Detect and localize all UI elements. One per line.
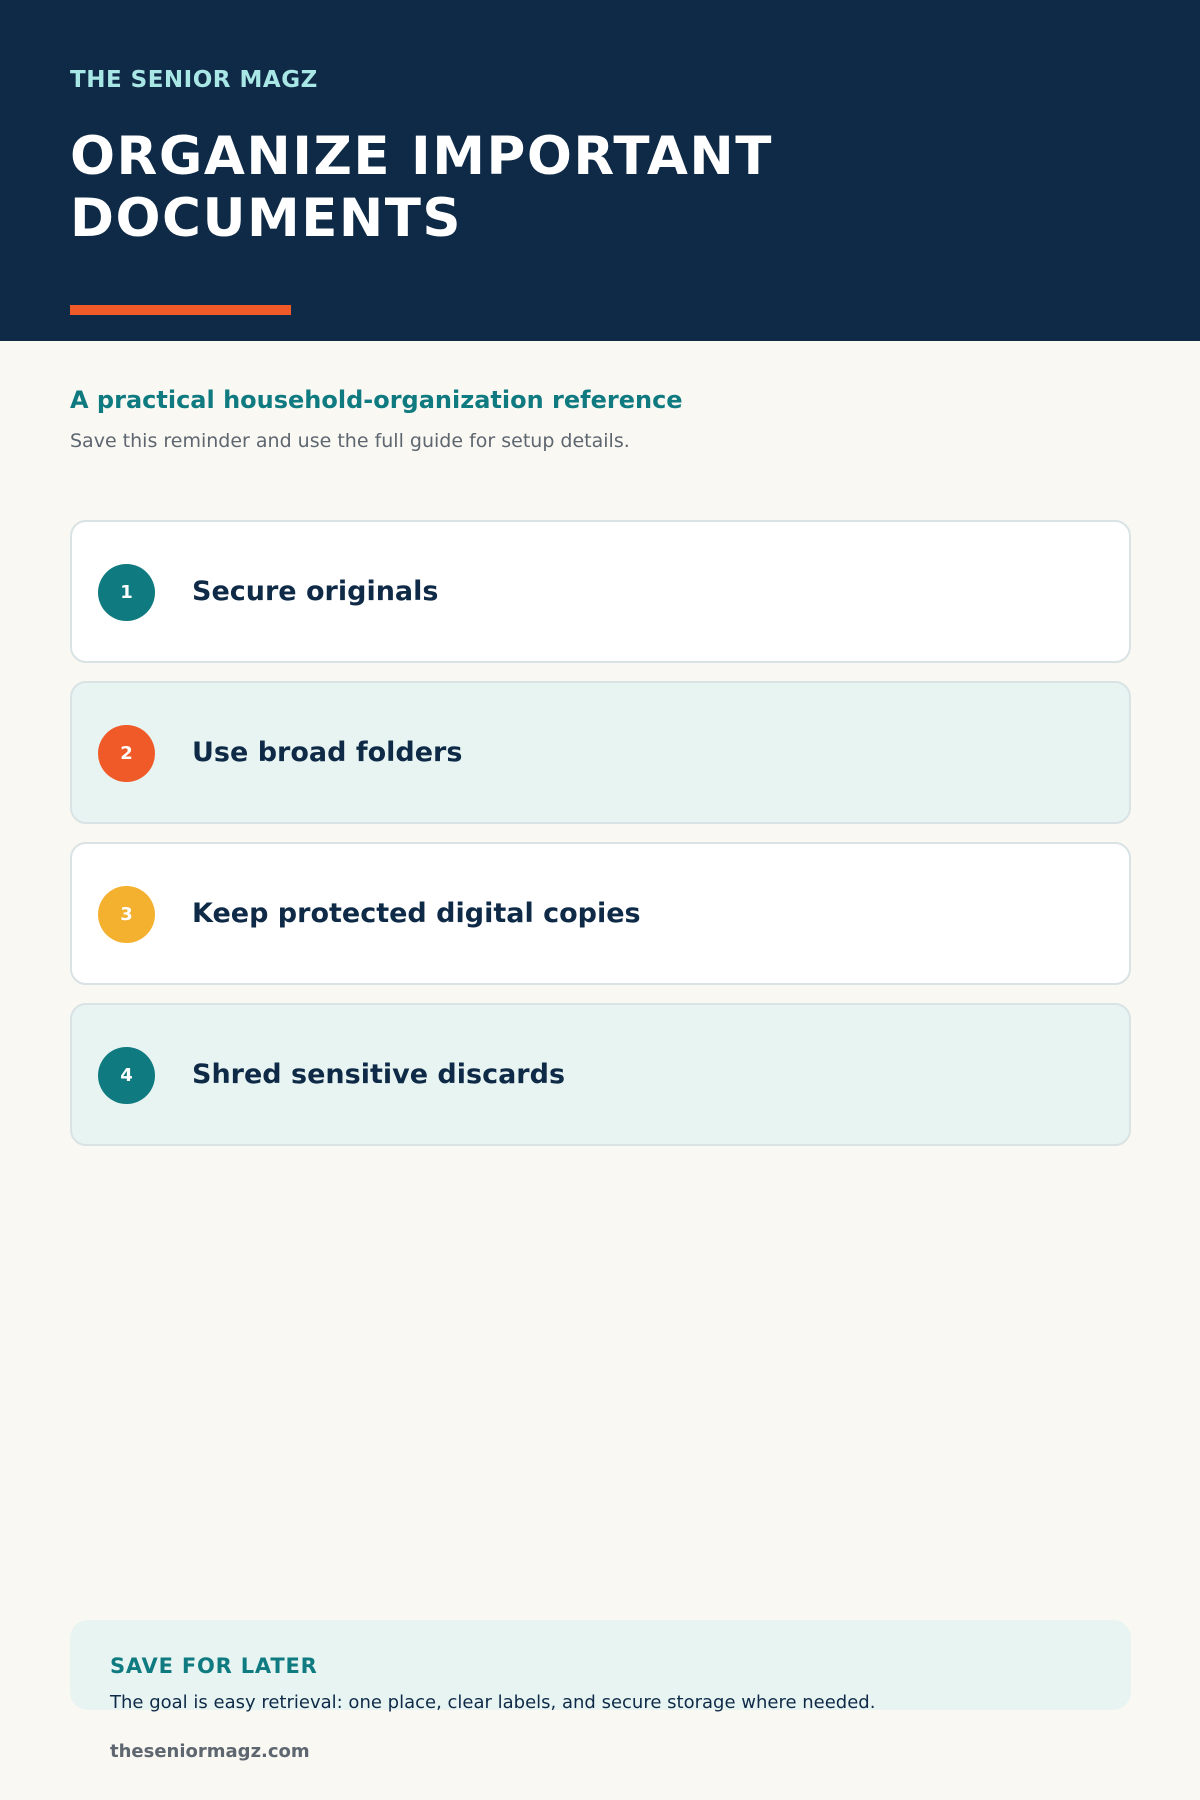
title-accent-bar <box>70 305 291 315</box>
step-number-badge: 2 <box>98 725 155 782</box>
header <box>0 0 1200 341</box>
site-url: theseniormagz.com <box>110 1741 310 1762</box>
save-text: The goal is easy retrieval: one place, clear labels, and secure storage where needed. <box>110 1692 876 1713</box>
subtitle: A practical household-organization reference <box>70 386 683 414</box>
brand-name: THE SENIOR MAGZ <box>70 67 318 93</box>
step-label: Use broad folders <box>192 737 463 768</box>
step-card <box>70 520 1131 663</box>
step-card <box>70 681 1131 824</box>
save-title: SAVE FOR LATER <box>110 1654 318 1678</box>
save-for-later-box <box>70 1620 1131 1713</box>
step-card <box>70 1003 1131 1146</box>
step-label: Secure originals <box>192 576 439 607</box>
step-number-badge: 3 <box>98 886 155 943</box>
page-title: ORGANIZE IMPORTANT DOCUMENTS <box>70 126 773 249</box>
step-number-badge: 1 <box>98 564 155 621</box>
steps-list <box>70 520 1131 1164</box>
step-label: Shred sensitive discards <box>192 1059 566 1090</box>
step-label: Keep protected digital copies <box>192 898 641 929</box>
step-number-badge: 4 <box>98 1047 155 1104</box>
step-card <box>70 842 1131 985</box>
description: Save this reminder and use the full guide for setup details. <box>70 430 630 452</box>
